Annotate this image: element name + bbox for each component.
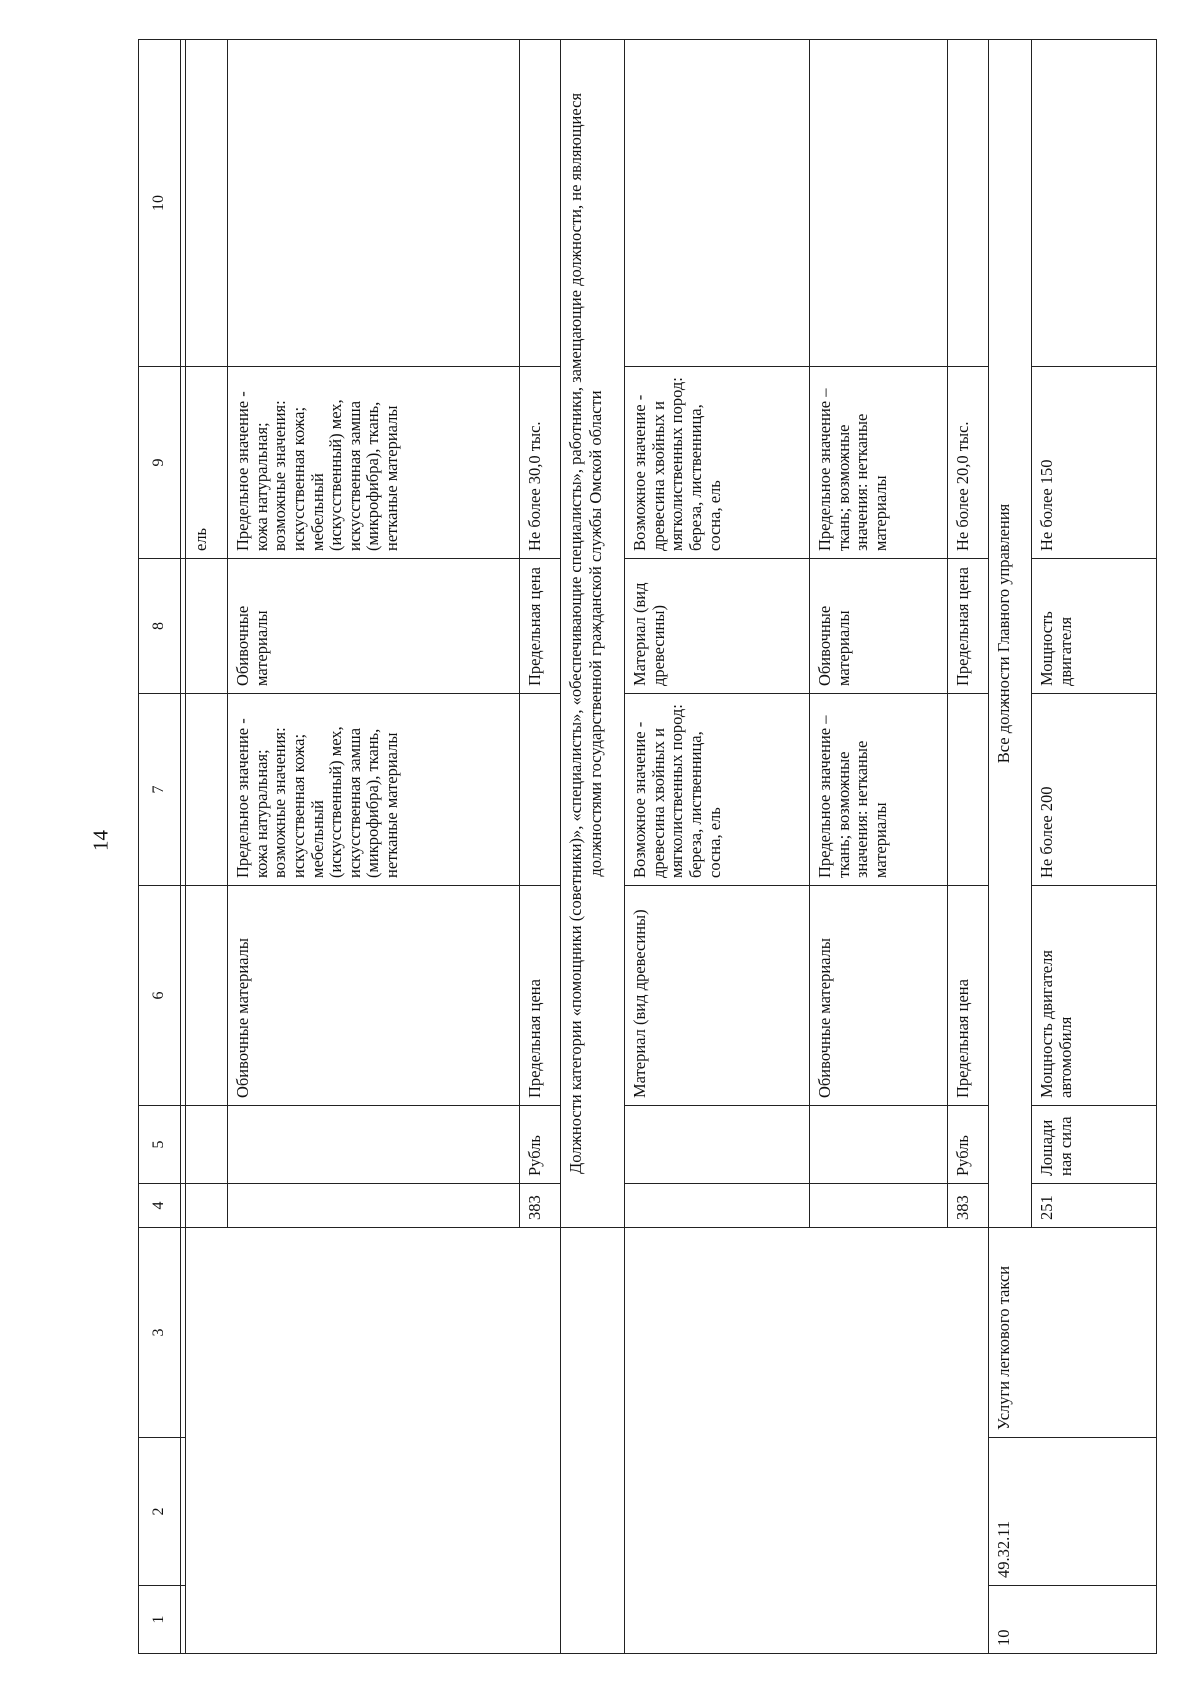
cell-col-6: Обивочные материалы (228, 886, 520, 1106)
table-row (625, 40, 810, 1654)
cell-col-8: Обивочные материалы (810, 559, 948, 694)
cell-col-9: Не более 30,0 тыс. (520, 367, 561, 559)
header-row (139, 40, 181, 1654)
cell-col-7: Возможное значение - древесина хвойных и мягколиственных пород: береза, лиственница, сосна, ель (625, 694, 810, 886)
header-col-8: 8 (139, 559, 181, 694)
cell-service-name: Услуги легкового такси (989, 1228, 1157, 1438)
table-row (989, 40, 1032, 1654)
cell-blank (186, 40, 228, 367)
cell-col-6: Предельная цена (520, 886, 561, 1106)
cell-col-9: Возможное значение - древесина хвойных и мягколиственных пород: береза, лиственница, сосна, ель (625, 367, 810, 559)
cell-blank (625, 1106, 810, 1184)
cell-col-4: 383 (948, 1184, 989, 1228)
cell-col-9: ель (186, 367, 228, 559)
cell-blank (228, 1184, 520, 1228)
cell-blank (625, 1184, 810, 1228)
cell-col-9: Не более 20,0 тыс. (948, 367, 989, 559)
cell-blank (948, 40, 989, 367)
cell-col-9: Предельное значение – ткань; возможные значения: нетканые материалы (810, 367, 948, 559)
header-col-9: 9 (139, 367, 181, 559)
cell-col-6: Обивочные материалы (810, 886, 948, 1106)
regulation-table (138, 39, 1157, 1654)
cell-col-9: Не более 150 (1032, 367, 1157, 559)
cell-col-9: Предельное значение - кожа натуральная; возможные значения: искусственная кожа; мебельный (искусственный) мех, искусственная замша (микрофибра), ткань, нетканые материалы (228, 367, 520, 559)
cell-col-5: Лошадиная сила (1032, 1106, 1157, 1184)
cell-blank-cols-1-3 (561, 1228, 625, 1654)
cell-blank (228, 40, 520, 367)
page-number: 14 (88, 830, 113, 851)
cell-col-4: 383 (520, 1184, 561, 1228)
cell-col-8: Обивочные материалы (228, 559, 520, 694)
cell-blank (186, 1106, 228, 1184)
cell-okpd-code: 49.32.11 (989, 1438, 1157, 1586)
section-all-positions: Все должности Главного управления (989, 40, 1032, 1228)
cell-col-8: Предельная цена (520, 559, 561, 694)
cell-blank (810, 1184, 948, 1228)
section-row (561, 40, 625, 1654)
cell-col-5: Рубль (520, 1106, 561, 1184)
header-col-7: 7 (139, 694, 181, 886)
cell-col-6: Материал (вид древесины) (625, 886, 810, 1106)
cell-blank-cols-1-3 (625, 1228, 989, 1654)
cell-row-number: 10 (989, 1586, 1157, 1654)
cell-col-6: Мощность двигателя автомобиля (1032, 886, 1157, 1106)
cell-blank (186, 1184, 228, 1228)
header-col-10: 10 (139, 40, 181, 367)
rotated-table-wrapper (138, 40, 1146, 1654)
cell-blank (228, 1106, 520, 1184)
cell-col-8: Мощность двигателя (1032, 559, 1157, 694)
cell-col-7: Предельное значение – ткань; возможные значения: нетканые материалы (810, 694, 948, 886)
cell-blank (1032, 40, 1157, 367)
header-col-3: 3 (139, 1228, 181, 1438)
cell-blank (520, 694, 561, 886)
cell-blank (186, 559, 228, 694)
section-title: Должности категории «помощники (советники)», «специалисты», «обеспечивающие специалисты», работники, замещающие должности, не являющиеся должностями государственной гражданской службы Омской области (561, 40, 625, 1228)
header-col-2: 2 (139, 1438, 181, 1586)
cell-col-8: Предельная цена (948, 559, 989, 694)
cell-col-4: 251 (1032, 1184, 1157, 1228)
cell-blank (948, 694, 989, 886)
table-row (186, 40, 228, 1654)
cell-col-8: Материал (вид древесины) (625, 559, 810, 694)
cell-blank (625, 40, 810, 367)
cell-blank (810, 1106, 948, 1184)
header-col-4: 4 (139, 1184, 181, 1228)
cell-col-7: Предельное значение - кожа натуральная; возможные значения: искусственная кожа; мебельный (искусственный) мех, искусственная замша (микрофибра), ткань, нетканые материалы (228, 694, 520, 886)
cell-col-5: Рубль (948, 1106, 989, 1184)
header-col-5: 5 (139, 1106, 181, 1184)
cell-blank (186, 694, 228, 886)
cell-col-6: Предельная цена (948, 886, 989, 1106)
cell-blank (810, 40, 948, 367)
cell-blank-cols-1-3 (186, 1228, 561, 1654)
cell-col-7: Не более 200 (1032, 694, 1157, 886)
cell-blank (186, 886, 228, 1106)
header-col-6: 6 (139, 886, 181, 1106)
header-col-1: 1 (139, 1586, 181, 1654)
cell-blank (520, 40, 561, 367)
